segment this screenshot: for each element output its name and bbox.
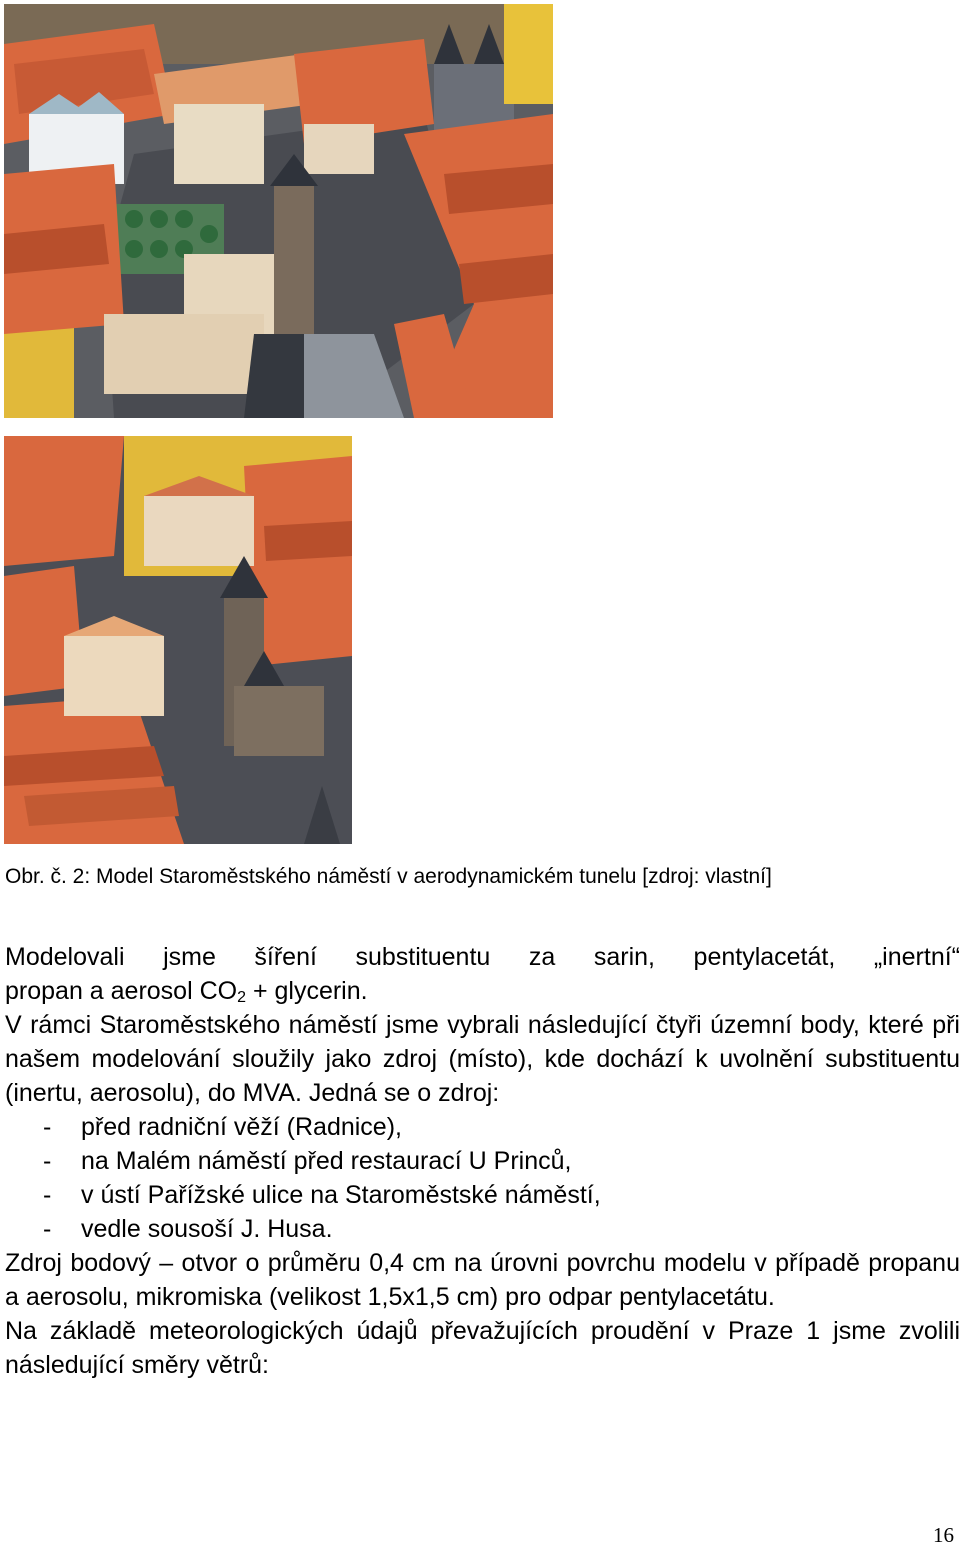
list-item: - na Malém náměstí před restaurací U Princů,: [43, 1144, 960, 1178]
co2-subscript: 2: [237, 989, 246, 1006]
list-item: - vedle sousoší J. Husa.: [43, 1212, 960, 1246]
paragraph-4: Na základě meteorologických údajů převažujících proudění v Praze 1 jsme zvolili následující směry větrů:: [5, 1317, 960, 1379]
paragraph-3: Zdroj bodový – otvor o průměru 0,4 cm na úrovni povrchu modelu v případě propanu a aerosolu, mikromiska (velikost 1,5x1,5 cm) pro odpar pentylacetátu.: [5, 1249, 960, 1311]
paragraph-1-line-2: [5, 974, 960, 1008]
body-text: [5, 940, 960, 1382]
figure-caption: Obr. č. 2: Model Staroměstského náměstí v aerodynamickém tunelu [zdroj: vlastní]: [5, 865, 772, 888]
source-list: [5, 1110, 960, 1246]
paragraph-2: V rámci Staroměstského náměstí jsme vybrali následující čtyři územní body, které při našem modelování sloužily jako zdroj (místo), kde dochází k uvolnění substituentu (inertu, aerosolu), do MVA. Jedná se o zdroj:: [5, 1011, 960, 1107]
paragraph-1-line-1: Modelovali jsme šíření substituentu za sarin, pentylacetát, „inertní“: [5, 943, 960, 971]
p1-line2-after: + glycerin.: [246, 977, 368, 1005]
p1-line2-before: propan a aerosol CO: [5, 977, 238, 1005]
list-item: - před radniční věží (Radnice),: [43, 1110, 960, 1144]
list-item: - v ústí Pařížské ulice na Staroměstské náměstí,: [43, 1178, 960, 1212]
model-photo-top: [4, 4, 553, 418]
page-number: 16: [933, 1523, 954, 1547]
model-photo-bottom: [4, 436, 352, 844]
